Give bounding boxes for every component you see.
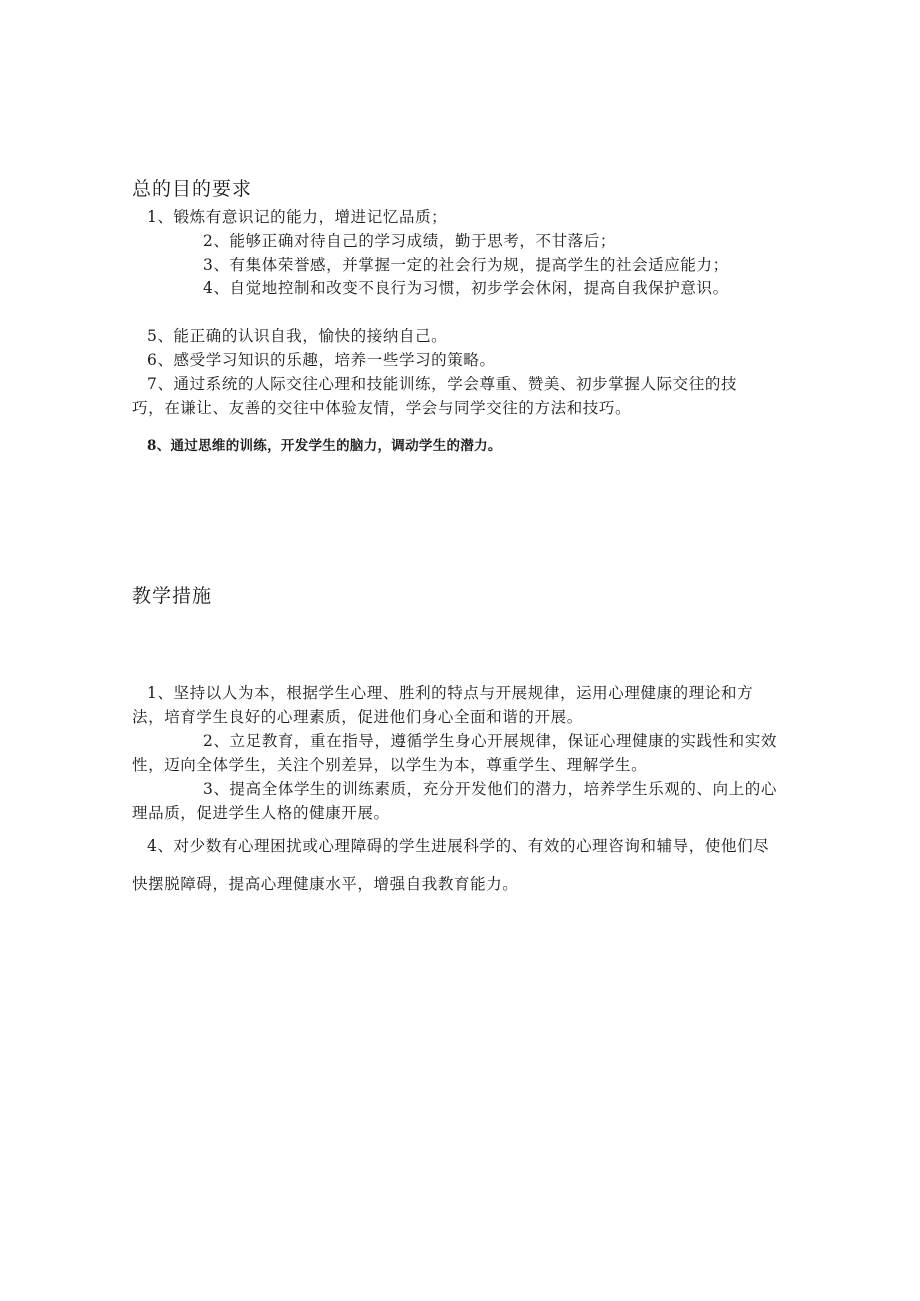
goal-item-4: 4、自觉地控制和改变不良行为习惯，初步学会休闲，提高自我保护意识。: [203, 279, 729, 297]
measure-item-1-line-1: 1、坚持以人为本，根据学生心理、胜利的特点与开展规律，运用心理健康的理论和方: [147, 684, 754, 702]
goal-item-8: 8、通过思维的训练，开发学生的脑力，调动学生的潜力。: [147, 438, 502, 454]
measure-item-1-line-2: 法，培育学生良好的心理素质，促进他们身心全面和谐的开展。: [132, 708, 583, 726]
measure-item-2-line-2: 性，迈向全体学生，关注个别差异，以学生为本，尊重学生、理解学生。: [132, 756, 648, 774]
goal-item-7-line-1: 7、通过系统的人际交往心理和技能训练，学会尊重、赞美、初步掌握人际交往的技: [147, 375, 738, 393]
goal-item-2: 2、能够正确对待自己的学习成绩，勤于思考，不甘落后；: [203, 232, 616, 250]
goal-item-3: 3、有集体荣誉感，并掌握一定的社会行为规，提高学生的社会适应能力；: [203, 256, 729, 274]
measure-item-2-line-1: 2、立足教育，重在指导，遵循学生身心开展规律，保证心理健康的实践性和实效: [203, 732, 777, 750]
section-heading-measures: 教学措施: [132, 585, 213, 607]
measure-item-4-line-1: 4、对少数有心理困扰或心理障碍的学生进展科学的、有效的心理咨询和辅导，使他们尽: [147, 837, 770, 855]
goal-item-1: 1、锻炼有意识记的能力，增进记忆品质；: [147, 208, 448, 226]
section-heading-goals: 总的目的要求: [132, 178, 253, 200]
goal-item-6: 6、感受学习知识的乐趣，培养一些学习的策略。: [147, 351, 496, 369]
measure-item-3-line-1: 3、提高全体学生的训练素质，充分开发他们的潜力，培养学生乐观的、向上的心: [203, 780, 777, 798]
measure-item-3-line-2: 理品质，促进学生人格的健康开展。: [132, 804, 390, 822]
measure-item-4-line-2: 快摆脱障碍，提高心理健康水平，增强自我教育能力。: [132, 875, 519, 893]
goal-item-5: 5、能正确的认识自我，愉快的接纳自己。: [147, 327, 448, 345]
goal-item-7-line-2: 巧，在谦让、友善的交往中体验友情，学会与同学交往的方法和技巧。: [132, 399, 632, 417]
